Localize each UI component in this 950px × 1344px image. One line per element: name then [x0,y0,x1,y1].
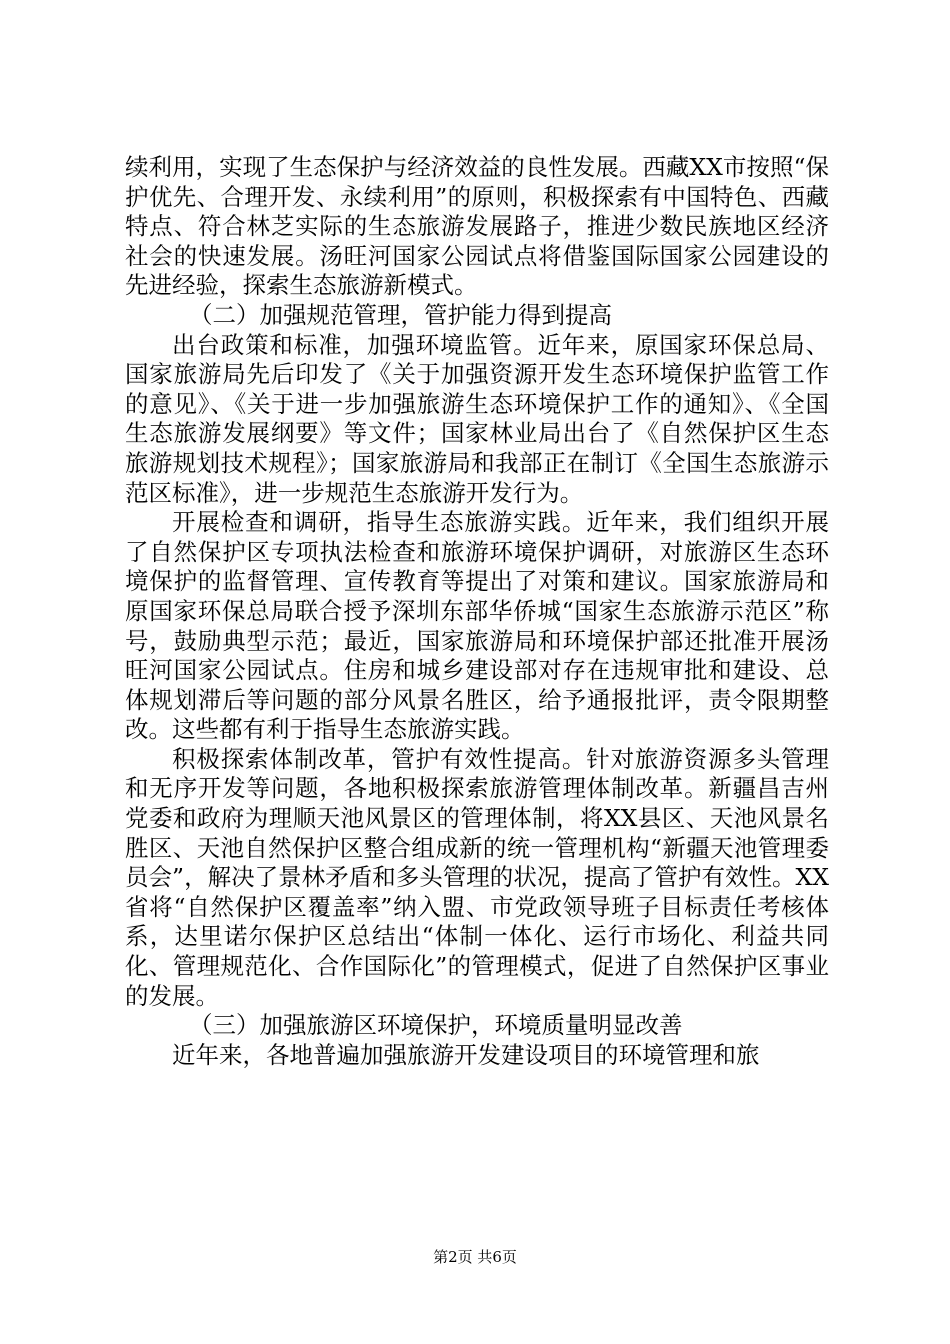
paragraph-system-reform: 积极探索体制改革，管护有效性提高。针对旅游资源多头管理和无序开发等问题，各地积极探索旅游管理体制改革。新疆昌吉州党委和政府为理顺天池风景区的管理体制，将XX县区、天池风景名胜区、天池自然保护区整合组成新的统一管理机构“新疆天池管理委员会”，解决了景林矛盾和多头管理的状况，提高了管护有效性。XX省将“自然保护区覆盖率”纳入盟、市党政领导班子目标责任考核体系，达里诺尔保护区总结出“体制一体化、运行市场化、利益共同化、管理规范化、合作国际化”的管理模式，促进了自然保护区事业的发展。 [125,744,829,1010]
paragraph-inspection-research: 开展检查和调研，指导生态旅游实践。近年来，我们组织开展了自然保护区专项执法检查和旅游环境保护调研，对旅游区生态环境保护的监督管理、宣传教育等提出了对策和建议。国家旅游局和原国家环保总局联合授予深圳东部华侨城“国家生态旅游示范区”称号，鼓励典型示范；最近，国家旅游局和环境保护部还批准开展汤旺河国家公园试点。住房和城乡建设部对存在违规审批和建设、总体规划滞后等问题的部分风景名胜区，给予通报批评，责令限期整改。这些都有利于指导生态旅游实践。 [125,508,829,744]
section-heading-3: （三）加强旅游区环境保护，环境质量明显改善 [189,1011,683,1040]
paragraph-policy-standards: 出台政策和标准，加强环境监管。近年来，原国家环保总局、国家旅游局先后印发了《关于加强资源开发生态环境保护监管工作的意见》、《关于进一步加强旅游生态环境保护工作的通知》、《全国生态旅游发展纲要》等文件；国家林业局出台了《自然保护区生态旅游规划技术规程》；国家旅游局和我部正在制订《全国生态旅游示范区标准》，进一步规范生态旅游开发行为。 [125,330,829,507]
paragraph-environment-protection: 近年来，各地普遍加强旅游开发建设项目的环境管理和旅 [172,1040,760,1069]
document-body [125,153,829,1070]
section-heading-2: （二）加强规范管理，管护能力得到提高 [189,300,612,329]
paragraph-continuation: 续利用，实现了生态保护与经济效益的良性发展。西藏XX市按照“保护优先、合理开发、永续利用”的原则，积极探索有中国特色、西藏特点、符合林芝实际的生态旅游发展路子，推进少数民族地区经济社会的快速发展。汤旺河国家公园试点将借鉴国际国家公园建设的先进经验，探索生态旅游新模式。 [125,153,829,300]
page-number-footer: 第2页 共6页 [433,1248,517,1266]
